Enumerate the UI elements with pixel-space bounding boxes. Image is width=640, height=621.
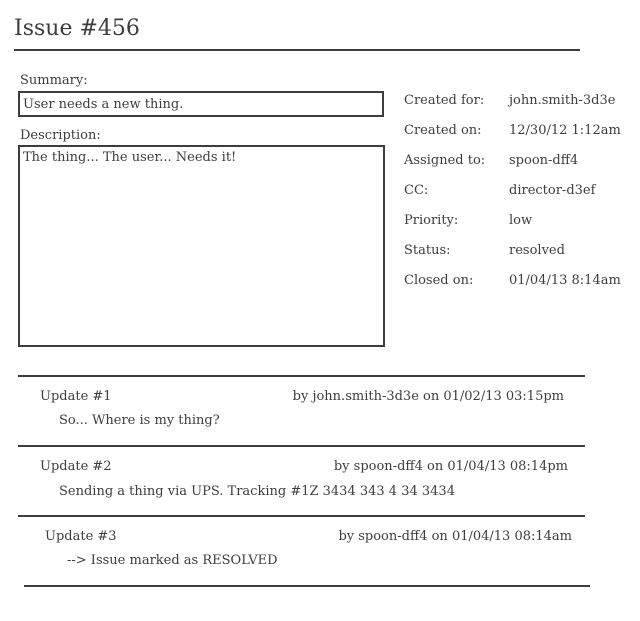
meta-key: CC: [404,183,429,198]
meta-value: john.smith-3d3e [509,93,616,108]
update-divider [18,375,585,377]
meta-value: director-d3ef [509,183,596,198]
meta-value: spoon-dff4 [509,153,579,168]
description-textarea[interactable] [18,145,385,347]
update-byline: by john.smith-3d3e on 01/02/13 03:15pm [292,389,564,404]
description-label: Description: [20,128,101,143]
meta-key: Created on: [404,123,482,138]
update-byline: by spoon-dff4 on 01/04/13 08:14pm [333,459,568,474]
update-divider [18,445,585,447]
meta-key: Closed on: [404,273,474,288]
title-divider [14,49,580,51]
update-title: Update #2 [40,459,112,474]
update-body: So... Where is my thing? [59,413,220,428]
summary-input[interactable] [18,91,384,117]
update-byline: by spoon-dff4 on 01/04/13 08:14am [338,529,572,544]
meta-value: 01/04/13 8:14am [509,273,621,288]
update-title: Update #1 [40,389,112,404]
meta-value: low [509,213,533,228]
meta-key: Status: [404,243,451,258]
update-body: Sending a thing via UPS. Tracking #1Z 3434 343 4 34 3434 [59,484,455,499]
meta-key: Assigned to: [404,153,486,168]
update-title: Update #3 [45,529,117,544]
meta-value: 12/30/12 1:12am [509,123,621,138]
meta-key: Priority: [404,213,459,228]
page-title: Issue #456 [14,16,140,41]
summary-label: Summary: [20,73,88,88]
update-divider [24,585,590,587]
meta-key: Created for: [404,93,485,108]
update-divider [18,515,585,517]
meta-value: resolved [509,243,565,258]
update-body: --> Issue marked as RESOLVED [67,553,278,568]
